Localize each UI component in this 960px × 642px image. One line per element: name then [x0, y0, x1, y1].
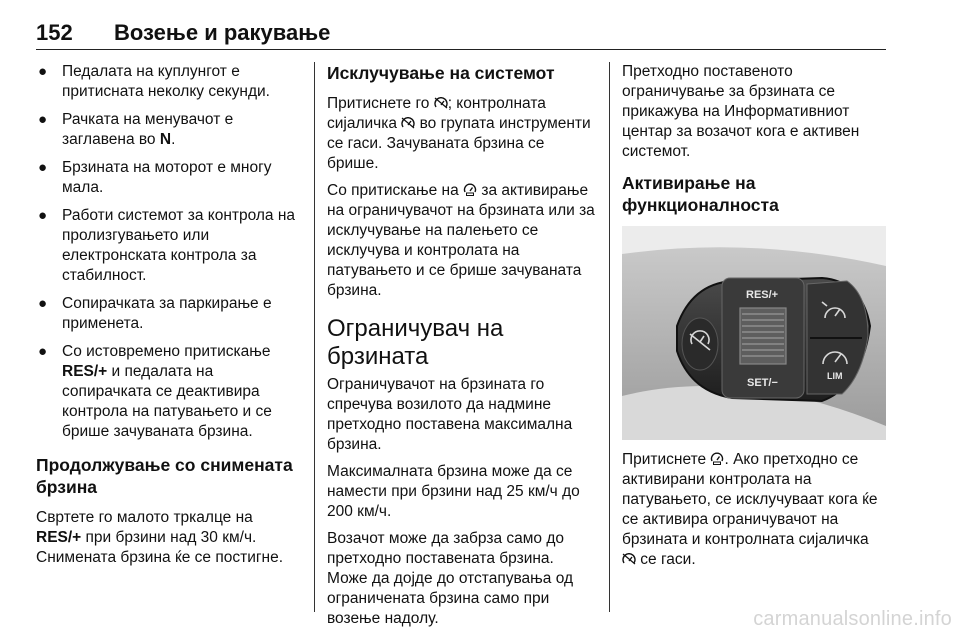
list-item: ● Со истовремено притискање RES/+ и педалата на сопирачката се деактивира контрола на патувањето и се брише зачуваната брзина.: [38, 343, 272, 440]
lim-label: LIM: [827, 371, 843, 381]
list-item: ● Рачката на менувачот е заглавена во N.: [38, 111, 234, 148]
paragraph: Свртете го малото тркалце на RES/+ при брзини над 30 км/ч. Снимената брзина ќе се постигне.: [36, 509, 284, 566]
cruise-off-icon: [434, 97, 448, 112]
paragraph: Возачот може да забрза само до претходно поставената брзина. Може да дојде до отстапувања од ограничената брзина само при возење надолу.: [327, 530, 574, 627]
set-minus-label: SET/−: [747, 377, 778, 389]
page-header: [36, 14, 886, 50]
section-title-speed-limiter: Ограничувач на брзината: [327, 315, 504, 370]
list-item: ● Педалата на куплунгот е притисната неколку секунди.: [38, 63, 270, 100]
watermark: carmanualsonline.info: [753, 608, 952, 630]
column-right: [622, 62, 886, 577]
speed-limiter-icon: [710, 452, 724, 468]
list-item: ● Работи системот за контрола на пролизгувањето или електронската контрола за стабилност.: [38, 207, 296, 284]
column-middle: [327, 62, 597, 636]
cruise-off-icon: [622, 553, 636, 568]
section-heading-activation: Активирање на функционалноста: [622, 173, 779, 215]
section-heading-resume: Продолжување со снимената брзина: [36, 455, 293, 497]
res-plus-label: RES/+: [746, 289, 779, 301]
thumbwheel[interactable]: [740, 308, 786, 364]
speed-limiter-icon: [463, 183, 477, 199]
paragraph: Притиснете . Ако претходно се активирани контролата на патувањето, се исклучуваат кога ќе се активира ограничувачот на брзината и контролната сијаличка се гаси.: [622, 451, 878, 568]
list-item: ● Сопирачката за паркирање е применета.: [38, 295, 272, 332]
paragraph: Притиснете го ; контролната сијаличка во групата инструменти се гаси. Зачуваната брзина се брише.: [327, 95, 591, 172]
paragraph: Ограничувачот на брзината го спречува возилото да надмине претходно поставена максимална брзина.: [327, 376, 573, 453]
paragraph: Максималната брзина може да се намести при брзини над 25 км/ч до 200 км/ч.: [327, 463, 580, 520]
column-left: [36, 62, 300, 575]
section-heading-switch-off: Исклучување на системот: [327, 63, 555, 83]
column-divider: [609, 62, 610, 612]
paragraph: Со притискање на за активирање на ограничувачот на брзината или за исклучување на палењето се исклучува и контролата на патувањето и се брише зачуваната брзина.: [327, 182, 595, 299]
condition-list: [36, 62, 300, 442]
cruise-off-icon: [401, 117, 415, 132]
page-title: Возење и ракување: [114, 20, 331, 45]
column-divider: [314, 62, 315, 612]
steering-wheel-controls-figure: [622, 226, 886, 440]
page-number: 152: [36, 20, 73, 45]
paragraph: Претходно поставеното ограничување за брзината се прикажува на Информативниот центар за возачот кога е активен системот.: [622, 63, 860, 160]
list-item: ● Брзината на моторот е многу мала.: [38, 159, 272, 196]
